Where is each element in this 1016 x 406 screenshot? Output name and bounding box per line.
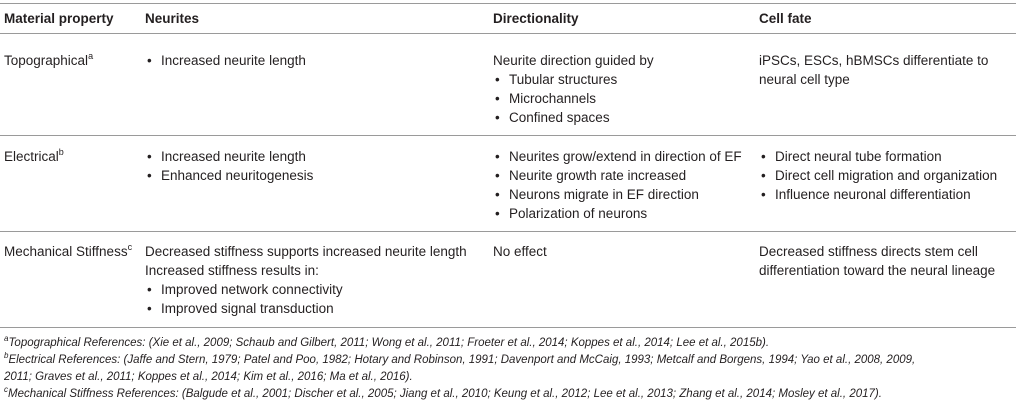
bullet-list — [145, 51, 306, 70]
table-bottom-rule — [0, 327, 1016, 328]
bullet-list — [759, 147, 997, 204]
bullet-item: • Direct neural tube formation — [759, 147, 997, 166]
row-divider — [0, 231, 1016, 232]
bullet-item: • Tubular structures — [493, 70, 654, 89]
cell-text-line: Neurite direction guided by — [493, 53, 654, 68]
bullet-item: • Neurite growth rate increased — [493, 166, 742, 185]
cell-neurites — [145, 51, 306, 70]
bullet-item: • Direct cell migration and organization — [759, 166, 997, 185]
property-name: Electrical — [4, 149, 59, 164]
bullet-item: • Increased neurite length — [145, 147, 313, 166]
footnote-references: 2011; Graves et al., 2011; Koppes et al., 2014; Kim et al., 2016; Ma et al., 2016). — [4, 371, 413, 383]
cell-text-line: No effect — [493, 244, 547, 259]
bullet-item: • Neurites grow/extend in direction of EF — [493, 147, 742, 166]
property-name: Mechanical Stiffness — [4, 244, 128, 259]
footnote — [4, 335, 1012, 352]
bullet-item: • Microchannels — [493, 89, 654, 108]
bullet-list — [145, 147, 313, 185]
footnote-lead: Mechanical Stiffness References: — [8, 388, 179, 400]
footnote-marker: c — [127, 242, 133, 252]
cell-cell-fate — [759, 147, 997, 204]
cell-neurites — [145, 242, 467, 318]
footnote-references: (Balgude et al., 2001; Discher et al., 2005; Jiang et al., 2010; Keung et al., 2012; Lee et al., 2013; Zhang et al., 2014; Mosley et al., 2017). — [181, 388, 882, 400]
row-divider — [0, 135, 1016, 136]
footnote-marker: b — [4, 351, 9, 360]
footnote — [4, 386, 1012, 403]
cell-directionality — [493, 242, 547, 261]
bullet-item: • Enhanced neuritogenesis — [145, 166, 313, 185]
bullet-item: • Polarization of neurons — [493, 204, 742, 223]
bullet-item: • Influence neuronal differentiation — [759, 185, 997, 204]
footnote-marker: b — [58, 147, 64, 157]
bullet-item: • Confined spaces — [493, 108, 654, 127]
property-name: Topographical — [4, 53, 89, 68]
bullet-list — [493, 70, 654, 127]
footnote-marker: a — [88, 51, 94, 61]
bullet-list — [493, 147, 742, 223]
cell-text-line: Increased stiffness results in: — [145, 263, 319, 278]
footnote-lead: Electrical References: — [8, 354, 121, 366]
bullet-item: • Increased neurite length — [145, 51, 306, 70]
cell-material-property — [4, 51, 93, 70]
bullet-item: • Neurons migrate in EF direction — [493, 185, 742, 204]
cell-material-property — [4, 242, 132, 261]
cell-neurites — [145, 147, 313, 185]
cell-cell-fate — [759, 51, 988, 89]
header-material-property: Material property — [4, 11, 114, 26]
cell-text-line: neural cell type — [759, 72, 850, 87]
header-directionality: Directionality — [493, 11, 579, 26]
header-cell-fate: Cell fate — [759, 11, 812, 26]
footnote — [4, 352, 1012, 386]
footnote-marker: c — [4, 385, 8, 394]
table-top-rule — [0, 3, 1016, 4]
footnote-marker: a — [4, 334, 9, 343]
bullet-list — [145, 280, 467, 318]
cell-text-line: iPSCs, ESCs, hBMSCs differentiate to — [759, 53, 989, 68]
cell-material-property — [4, 147, 64, 166]
cell-text-line: Decreased stiffness directs stem cell — [759, 244, 978, 259]
cell-cell-fate — [759, 242, 995, 280]
footnote-references: (Jaffe and Stern, 1979; Patel and Poo, 1982; Hotary and Robinson, 1991; Davenport and McCaig, 1993; Metcalf and Borgens, 1994; Yao et al., 2008, 2009, — [123, 354, 916, 366]
cell-directionality — [493, 51, 654, 127]
cell-text-line: Decreased stiffness supports increased neurite length — [145, 244, 467, 259]
cell-directionality — [493, 147, 742, 223]
bullet-item: • Improved network connectivity — [145, 280, 467, 299]
bullet-item: • Improved signal transduction — [145, 299, 467, 318]
header-rule — [0, 33, 1016, 34]
header-neurites: Neurites — [145, 11, 200, 26]
footnote-references: (Xie et al., 2009; Schaub and Gilbert, 2011; Wong et al., 2011; Froeter et al., 2014; Koppes et al., 2014; Lee et al., 2015b). — [148, 337, 770, 349]
footnote-lead: Topographical References: — [8, 337, 146, 349]
cell-text-line: differentiation toward the neural lineage — [759, 263, 996, 278]
